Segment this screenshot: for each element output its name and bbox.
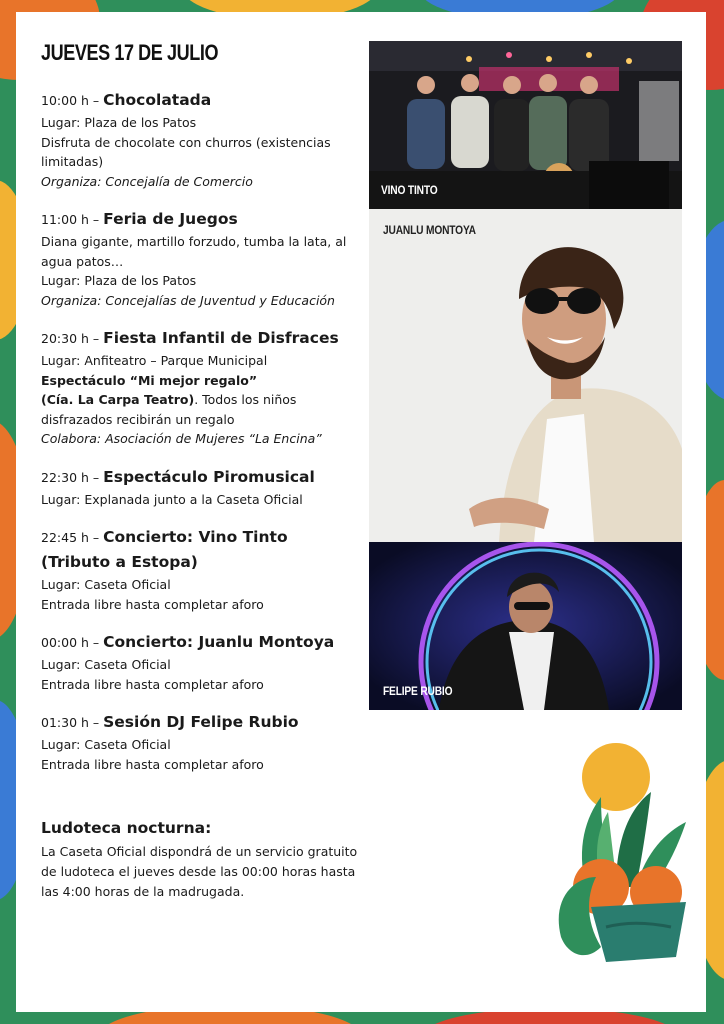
event-time: 11:00 h –	[41, 212, 104, 227]
event-name: Concierto: Juanlu Montoya	[103, 633, 335, 651]
event-detail	[41, 735, 359, 755]
photo-label: FELIPE RUBIO	[383, 684, 453, 698]
event-detail	[41, 371, 359, 391]
event-detail	[41, 755, 359, 775]
event-detail-text: Colabora: Asociación de Mujeres “La Encina”	[41, 431, 322, 446]
photo-vino-tinto	[369, 41, 682, 209]
event-heading	[41, 465, 359, 490]
event-detail	[41, 575, 359, 595]
event-detail	[41, 232, 359, 271]
event-heading	[41, 630, 359, 655]
event-detail	[41, 655, 359, 675]
photo-label: VINO TINTO	[381, 183, 438, 197]
ludoteca-title: Ludoteca nocturna:	[41, 819, 212, 837]
event-detail-text: Diana gigante, martillo forzudo, tumba la lata, al agua patos…	[41, 234, 347, 269]
event-detail-text: Entrada libre hasta completar aforo	[41, 756, 264, 772]
event-time: 10:00 h –	[41, 93, 104, 108]
photo-felipe-rubio	[369, 542, 682, 710]
event-name: Feria de Juegos	[103, 210, 238, 228]
event-detail	[41, 271, 359, 291]
event-heading	[41, 88, 359, 113]
event-item	[41, 207, 359, 310]
photo-juanlu-montoya	[369, 209, 682, 542]
event-detail	[41, 490, 359, 510]
event-item	[41, 326, 359, 449]
event-detail	[41, 351, 359, 371]
event-detail-text: Lugar: Plaza de los Patos	[41, 273, 197, 288]
event-item	[41, 88, 359, 191]
event-item	[41, 465, 359, 510]
event-name: Sesión DJ Felipe Rubio	[103, 713, 299, 731]
event-detail	[41, 675, 359, 695]
event-time: 20:30 h –	[41, 331, 104, 346]
event-detail	[41, 133, 359, 172]
event-detail-text: Organiza: Concejalías de Juventud y Educación	[41, 292, 335, 308]
event-heading	[41, 207, 359, 232]
event-detail-text: Organiza: Concejalía de Comercio	[41, 173, 253, 189]
event-detail-text: Entrada libre hasta completar aforo	[41, 596, 264, 612]
event-detail-text: Lugar: Explanada junto a la Caseta Oficial	[41, 491, 303, 507]
event-detail-rest: . Todos los niños disfrazados recibirán un regalo	[41, 392, 297, 427]
event-heading	[41, 710, 359, 735]
event-detail-text: Espectáculo “Mi mejor regalo”	[41, 372, 258, 388]
event-detail-text: Lugar: Caseta Oficial	[41, 737, 171, 752]
ludoteca-section	[41, 816, 361, 902]
event-detail-text: Lugar: Plaza de los Patos	[41, 115, 197, 130]
event-detail-text: (Cía. La Carpa Teatro)	[41, 392, 195, 407]
event-item	[41, 630, 359, 694]
event-detail	[41, 172, 359, 192]
program-page	[16, 12, 706, 1012]
event-name: Espectáculo Piromusical	[103, 467, 315, 486]
photo-label: JUANLU MONTOYA	[383, 223, 476, 237]
event-time: 22:30 h –	[41, 469, 104, 485]
event-name: Concierto: Vino Tinto (Tributo a Estopa)	[41, 528, 288, 571]
event-time: 22:45 h –	[41, 530, 104, 545]
event-detail-text: Lugar: Caseta Oficial	[41, 577, 171, 592]
event-detail	[41, 429, 359, 449]
event-item	[41, 525, 359, 614]
event-name: Fiesta Infantil de Disfraces	[103, 329, 339, 347]
event-detail	[41, 291, 359, 311]
event-time: 01:30 h –	[41, 715, 104, 730]
event-detail-text: Lugar: Anfiteatro – Parque Municipal	[41, 353, 268, 368]
event-heading	[41, 525, 359, 575]
day-title: JUEVES 17 DE JULIO	[41, 40, 219, 65]
event-item	[41, 710, 359, 774]
ludoteca-text: La Caseta Oficial dispondrá de un servicio gratuito de ludoteca el jueves desde las 00:00 horas hasta las 4:00 horas de la madrugada.	[41, 844, 358, 899]
event-detail-text: Lugar: Caseta Oficial	[41, 657, 171, 672]
event-detail-text: Entrada libre hasta completar aforo	[41, 676, 264, 692]
event-detail-text: Disfruta de chocolate con churros (existencias limitadas)	[41, 134, 331, 169]
event-name: Chocolatada	[103, 91, 212, 109]
event-detail	[41, 595, 359, 615]
event-detail	[41, 113, 359, 133]
event-time: 00:00 h –	[41, 635, 104, 650]
event-heading	[41, 326, 359, 351]
event-list	[41, 88, 359, 790]
plant-illustration	[546, 737, 696, 967]
event-detail	[41, 390, 359, 429]
